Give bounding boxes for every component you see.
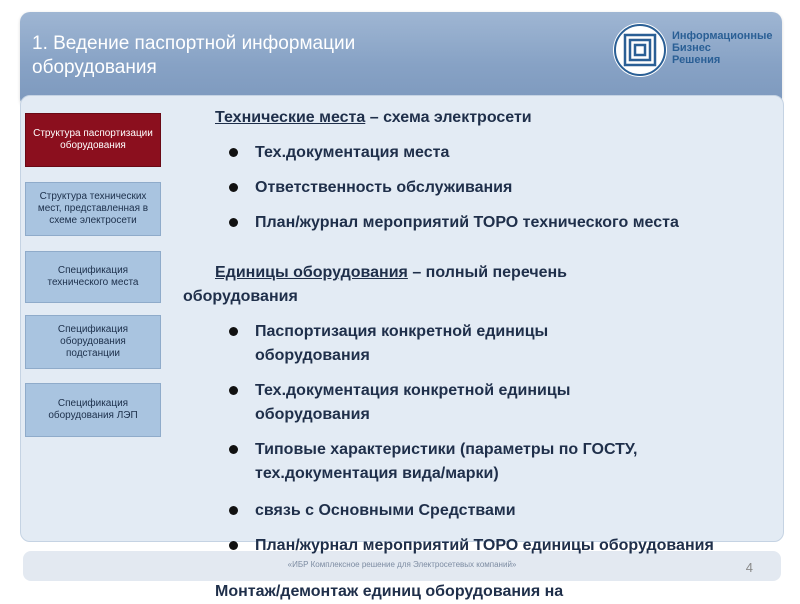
- bullet-item: [255, 320, 655, 368]
- bullet-dot-icon: [229, 445, 238, 454]
- bullet-dot-icon: [229, 218, 238, 227]
- slide-title: 1. Ведение паспортной информации оборудования: [32, 33, 356, 78]
- nav-item-place-spec[interactable]: [25, 251, 161, 303]
- concentric-square-logo-icon: [612, 22, 668, 78]
- page-number: 4: [745, 560, 753, 575]
- nav-item-label: Спецификация оборудования ЛЭП: [48, 398, 138, 421]
- bullet-text: связь с Основными Средствами: [255, 502, 516, 519]
- bullet-text: План/журнал мероприятий ТОРО технического места: [255, 214, 679, 231]
- bullet-text: Паспортизация конкретной единицы оборудования: [255, 323, 549, 364]
- logo-line: Бизнес: [672, 42, 711, 54]
- bullet-dot-icon: [229, 386, 238, 395]
- nav-item-power-line-spec[interactable]: [25, 383, 161, 437]
- logo-text: [672, 30, 792, 66]
- section-installation: Монтаж/демонтаж единиц оборудования на: [215, 583, 564, 600]
- bullet-text: Тех.документация конкретной единицы оборудования: [255, 382, 571, 423]
- company-logo: [612, 22, 792, 78]
- section-equipment-units: [183, 261, 663, 309]
- nav-item-label: Спецификация технического места: [47, 265, 139, 288]
- section-technical-places: [215, 106, 775, 130]
- bullet-dot-icon: [229, 541, 238, 550]
- bullet-item: [255, 211, 735, 235]
- footer-text: «ИБР Комплексное решение для Электросетевых компаний»: [287, 560, 517, 569]
- bullet-dot-icon: [229, 148, 238, 157]
- bullet-item: [255, 176, 755, 200]
- section-subtitle: – полный перечень оборудования: [183, 264, 568, 305]
- bullet-dot-icon: [229, 183, 238, 192]
- logo-line: Информационные: [672, 30, 773, 42]
- bullet-item: [255, 379, 665, 427]
- bullet-item: [255, 499, 755, 523]
- bullet-item: [255, 534, 735, 558]
- bullet-item: [255, 438, 745, 486]
- logo-line: Решения: [672, 54, 721, 66]
- nav-item-technical-places[interactable]: [25, 182, 161, 236]
- nav-item-passport-structure[interactable]: [25, 113, 161, 167]
- slide-header: [20, 12, 782, 108]
- bullet-text: План/журнал мероприятий ТОРО единицы оборудования: [255, 537, 714, 554]
- section-subtitle: – схема электросети: [365, 109, 532, 126]
- nav-item-label: Структура технических мест, представленная в схеме электросети: [37, 191, 149, 226]
- bullet-dot-icon: [229, 327, 238, 336]
- bullet-dot-icon: [229, 506, 238, 515]
- nav-item-label: Спецификация оборудования подстанции: [57, 324, 129, 359]
- section-heading: Технические места: [215, 109, 366, 126]
- bullet-text: Тех.документация места: [255, 144, 450, 161]
- nav-item-label: Структура паспортизации оборудования: [33, 128, 153, 151]
- section-heading: Единицы оборудования: [215, 264, 408, 281]
- nav-item-substation-spec[interactable]: [25, 315, 161, 369]
- bullet-text: Типовые характеристики (параметры по ГОСТУ, тех.документация вида/марки): [255, 441, 638, 482]
- bullet-text: Ответственность обслуживания: [255, 179, 513, 196]
- bullet-item: [255, 141, 755, 165]
